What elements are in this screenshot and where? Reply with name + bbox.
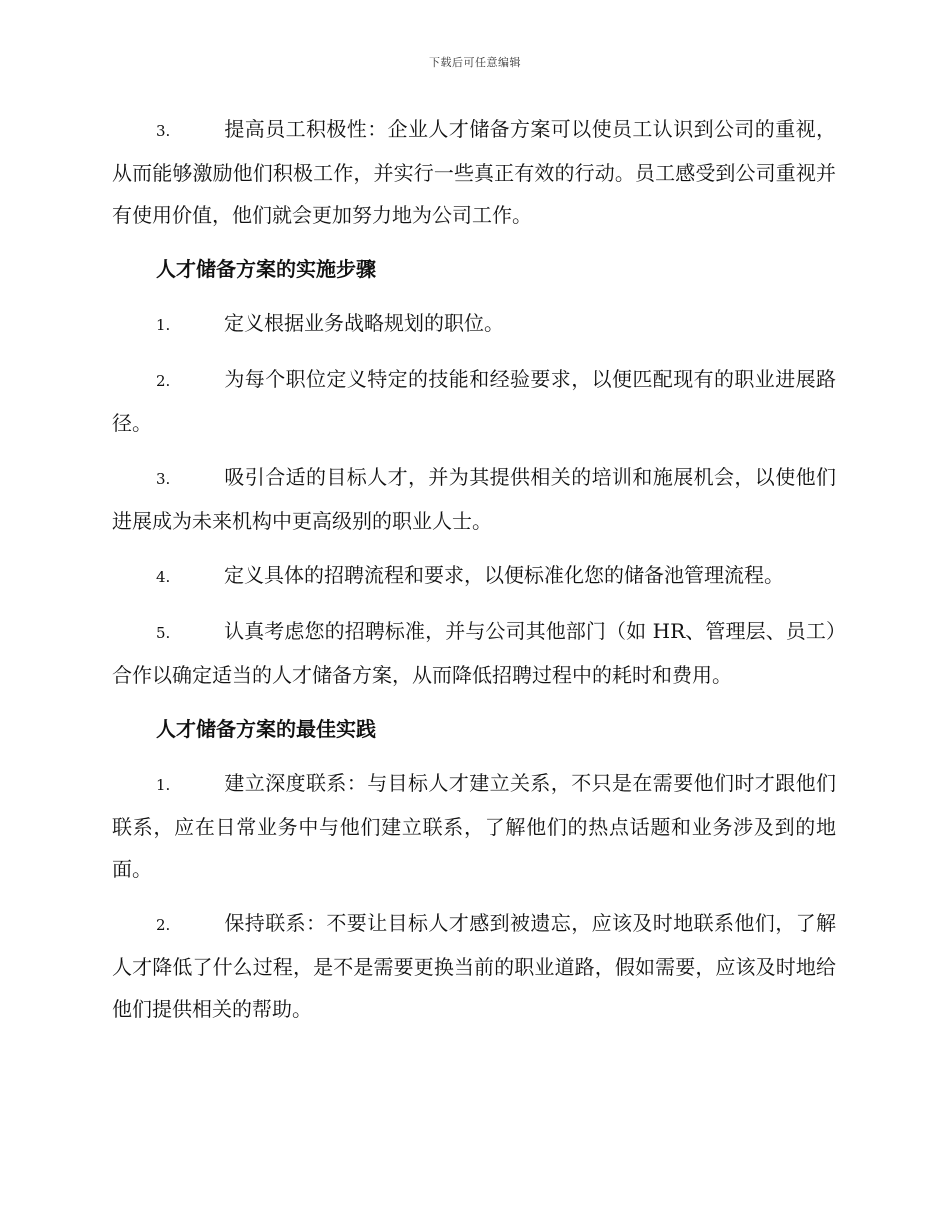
list-item-number: 4.	[156, 568, 171, 586]
list-item-text: 保持联系：不要让目标人才感到被遗忘，应该及时地联系他们，了解人才降低了什么过程，是不是需要更换当前的职业道路，假如需要，应该及时地给他们提供相关的帮助。	[112, 911, 836, 1021]
list-item-number: 3.	[156, 470, 171, 488]
list-item	[112, 902, 836, 1030]
list-item-text: 定义具体的招聘流程和要求，以便标准化您的储备池管理流程。	[224, 563, 784, 587]
list-item-text: 定义根据业务战略规划的职位。	[224, 311, 504, 335]
page-header: 下载后可任意编辑	[429, 56, 521, 69]
section-heading-practices: 人才储备方案的最佳实践	[156, 717, 376, 741]
list-item-number: 5.	[156, 624, 171, 642]
list-item	[112, 762, 836, 890]
list-item-number: 2.	[156, 372, 171, 390]
list-item-number: 2.	[156, 916, 171, 934]
document-body	[112, 108, 836, 1042]
section-heading-steps: 人才储备方案的实施步骤	[156, 257, 376, 281]
list-item-text: 建立深度联系：与目标人才建立关系，不只是在需要他们时才跟他们联系，应在日常业务中与他们建立联系，了解他们的热点话题和业务涉及到的地面。	[112, 771, 836, 881]
list-item-text: 为每个职位定义特定的技能和经验要求，以便匹配现有的职业进展路径。	[112, 367, 836, 435]
list-item-number: 3.	[156, 122, 171, 140]
list-item-text: 吸引合适的目标人才，并为其提供相关的培训和施展机会，以使他们进展成为未来机构中更高级别的职业人士。	[112, 465, 836, 533]
list-item	[112, 554, 836, 598]
list-item	[112, 302, 836, 346]
list-item	[112, 610, 836, 696]
list-item	[112, 358, 836, 444]
list-item-number: 1.	[156, 316, 171, 334]
list-item-text: 提高员工积极性：企业人才储备方案可以使员工认识到公司的重视，从而能够激励他们积极工作，并实行一些真正有效的行动。员工感受到公司重视并有使用价值，他们就会更加努力地为公司工作。	[112, 117, 836, 227]
list-item	[112, 456, 836, 542]
list-item-text: 认真考虑您的招聘标准，并与公司其他部门（如 HR、管理层、员工）合作以确定适当的人才储备方案，从而降低招聘过程中的耗时和费用。	[112, 619, 836, 687]
list-item	[112, 108, 836, 236]
list-item-number: 1.	[156, 776, 171, 794]
